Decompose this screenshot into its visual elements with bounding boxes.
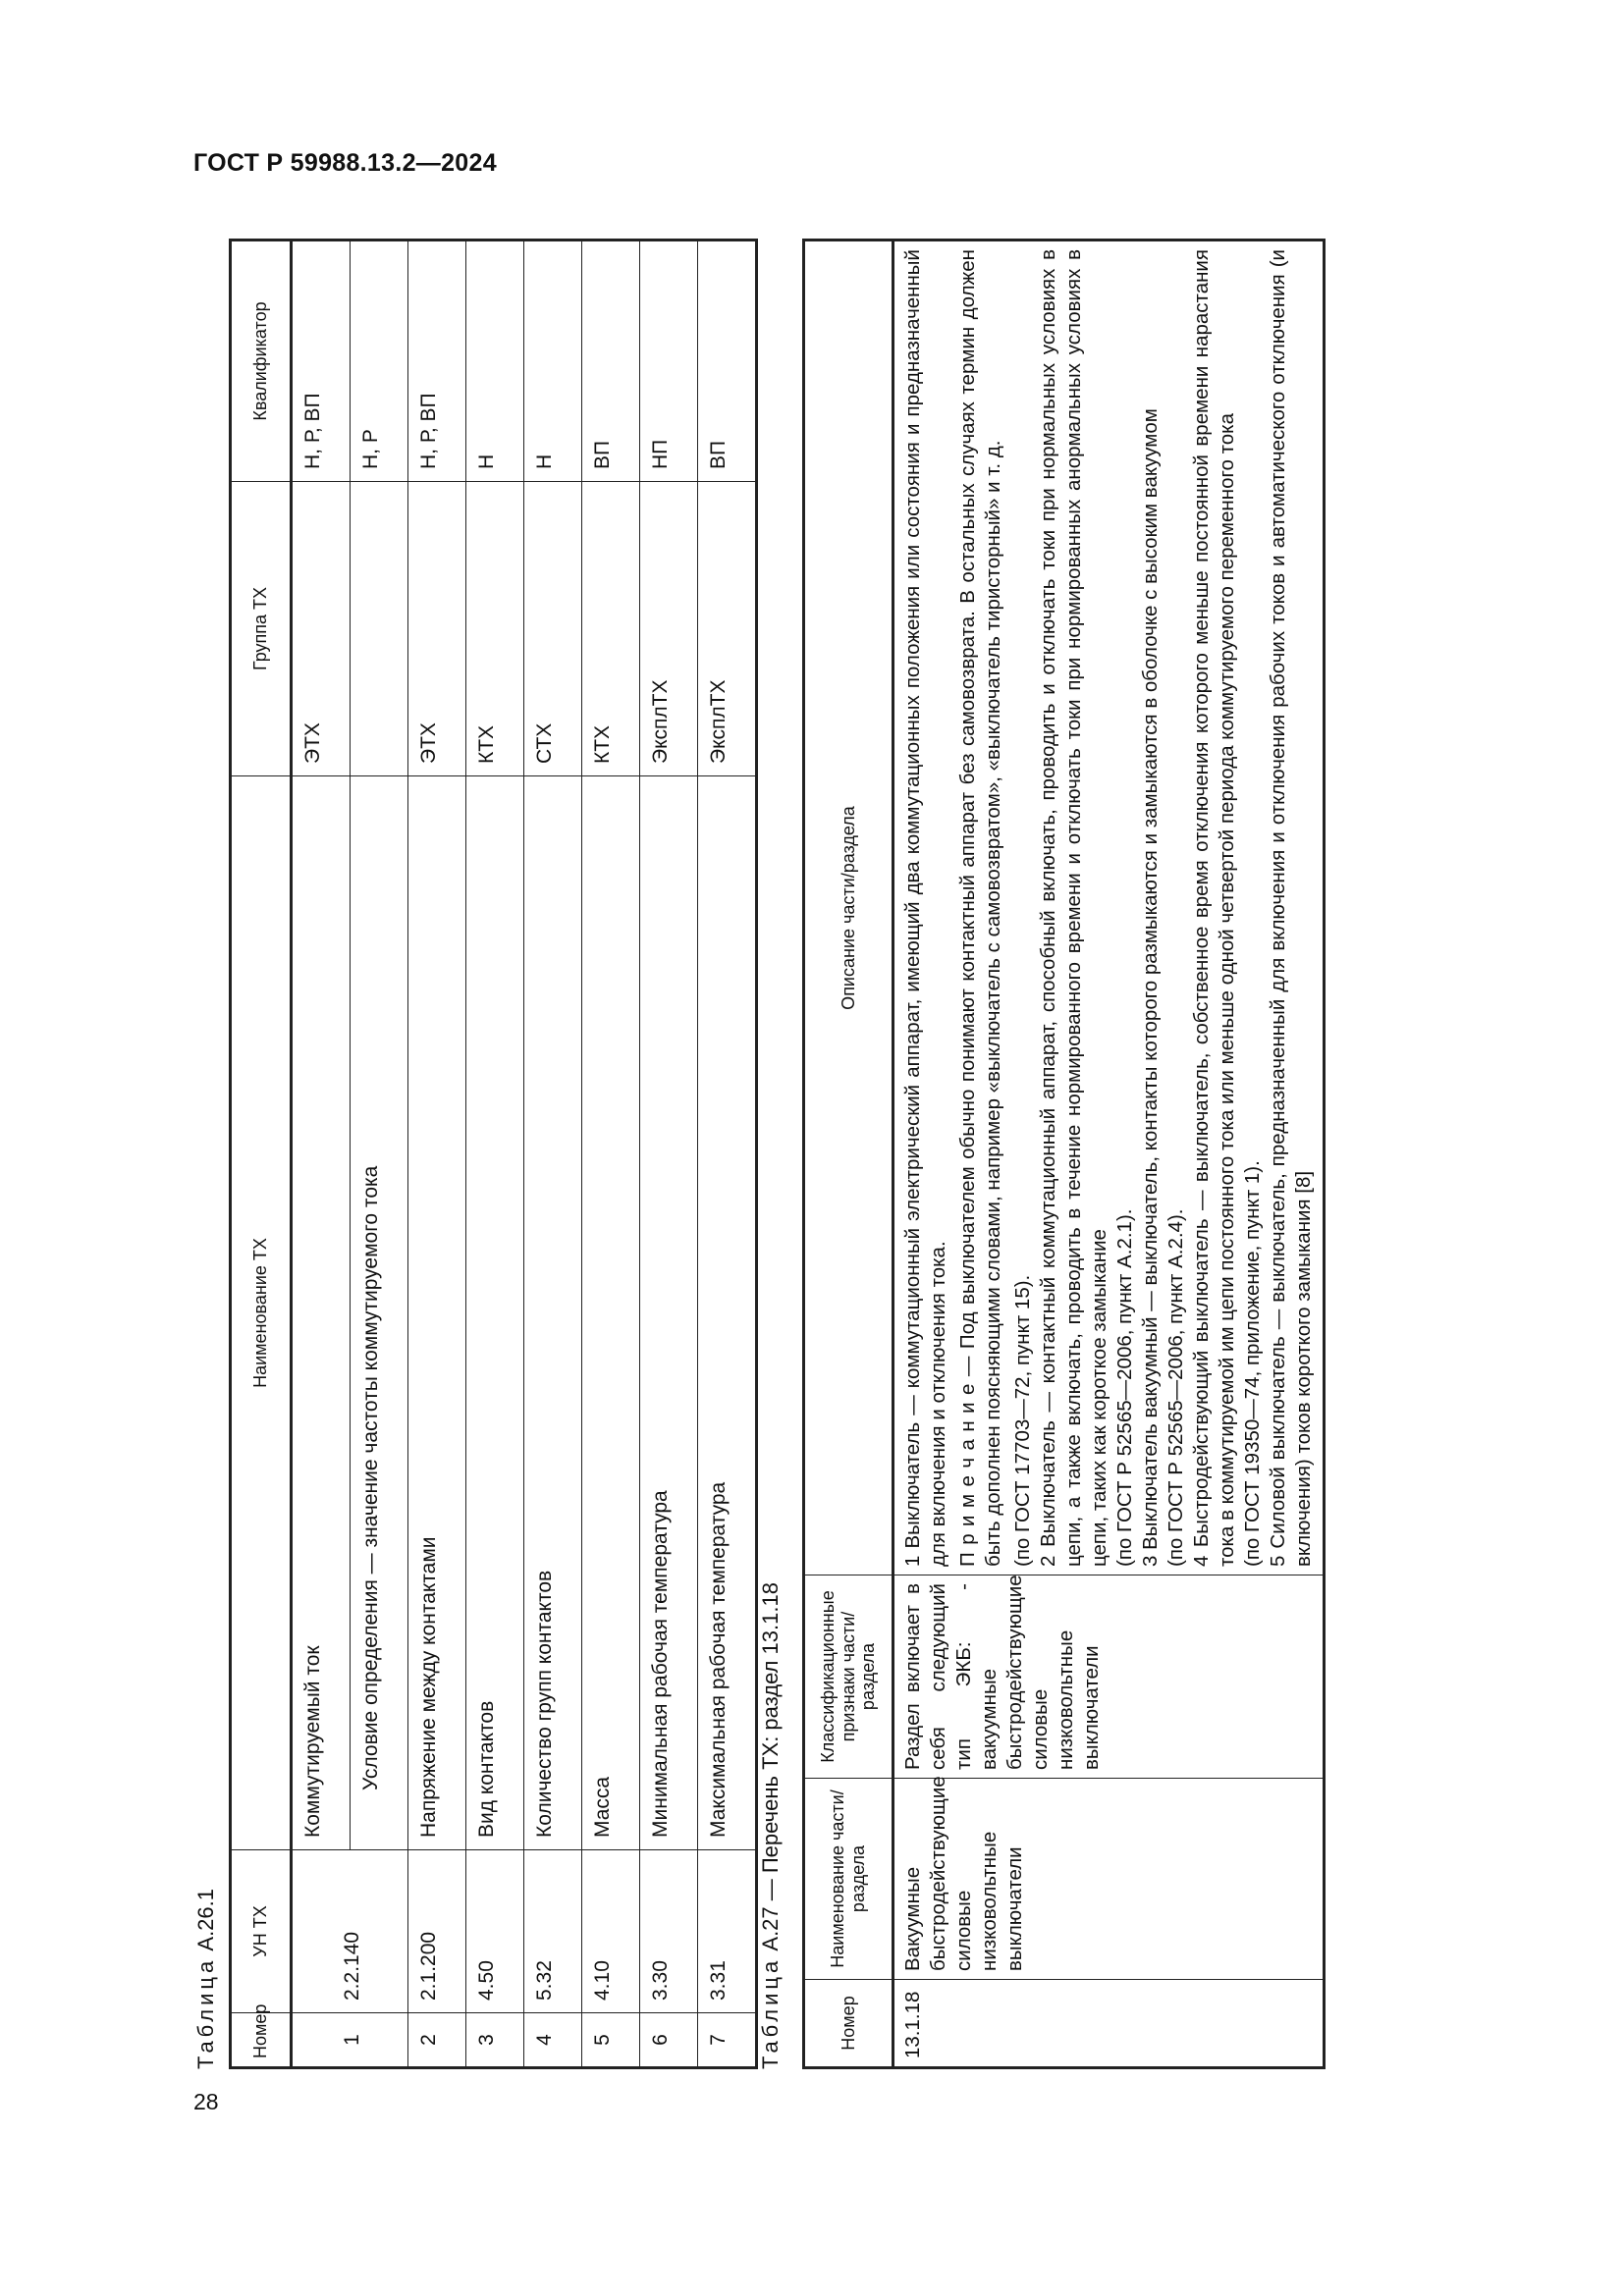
table-row xyxy=(698,240,757,2068)
column-header: Номер xyxy=(804,1980,893,2068)
column-header: Квалификатор xyxy=(231,240,292,482)
cell-number: 2 xyxy=(408,2013,466,2068)
column-header: УН ТХ xyxy=(231,1850,292,2013)
cell-number: 1 xyxy=(292,2013,408,2068)
desc-paragraph: (по ГОСТ Р 52565—2006, пункт А.2.1). xyxy=(1113,1208,1136,1567)
cell-description xyxy=(893,240,1325,1575)
cell-code: 2.2.140 xyxy=(292,1850,408,2013)
cell-number: 4 xyxy=(524,2013,582,2068)
desc-paragraph: (по ГОСТ 17703—72, пункт 15). xyxy=(1011,1274,1034,1567)
cell-name: Вакуумные быстродействующие силовые низковольтные выключатели xyxy=(893,1779,1325,1980)
cell-group: ЭксплТХ xyxy=(640,482,698,776)
page-number: 28 xyxy=(193,2089,219,2114)
table-a27 xyxy=(802,239,1326,2069)
desc-paragraph: (по ГОСТ Р 52565—2006, пункт А.2.4). xyxy=(1164,1208,1187,1567)
cell-name: Условие определения — значение частоты коммутируемого тока xyxy=(351,776,408,1850)
cell-name: Минимальная рабочая температура xyxy=(640,776,698,1850)
cell-qualifier: Н xyxy=(524,240,582,482)
table-row xyxy=(640,240,698,2068)
column-header: Наименование части/раздела xyxy=(804,1779,893,1980)
cell-qualifier: ВП xyxy=(582,240,640,482)
cell-number: 5 xyxy=(582,2013,640,2068)
cell-group: ЭТХ xyxy=(408,482,466,776)
document-header: ГОСТ Р 59988.13.2—2024 xyxy=(193,149,497,177)
cell-code: 5.32 xyxy=(524,1850,582,2013)
cell-code: 4.10 xyxy=(582,1850,640,2013)
cell-group: КТХ xyxy=(466,482,524,776)
table-row xyxy=(408,240,466,2068)
desc-note: П р и м е ч а н и е — Под выключателем обычно понимают контактный аппарат без самовозврата. В остальных случаях термин должен быть дополнен поясняющими словами, например «выключатель с самовозвратом», «выключатель тиристорный» и т. д. xyxy=(956,249,1004,1567)
cell-qualifier: Н, Р, ВП xyxy=(408,240,466,482)
desc-paragraph: 1 Выключатель — коммутационный электрический аппарат, имеющий два коммутационных положения или состояния и предназначенный для включения и отключения тока. xyxy=(901,249,949,1567)
cell-qualifier: НП xyxy=(640,240,698,482)
table-header-row xyxy=(231,240,292,2068)
cell-number: 7 xyxy=(698,2013,757,2068)
table-row xyxy=(466,240,524,2068)
cell-code: 3.31 xyxy=(698,1850,757,2013)
cell-name: Напряжение между контактами xyxy=(408,776,466,1850)
cell-classification: Раздел включает в себя следующий тип ЭКБ: - вакуумные быстродействующие силовые низковольтные выключатели xyxy=(893,1575,1325,1779)
cell-qualifier: Н, Р xyxy=(351,240,408,482)
cell-name: Коммутируемый ток xyxy=(292,776,351,1850)
cell-group: ЭксплТХ xyxy=(698,482,757,776)
column-header: Описание части/раздела xyxy=(804,240,893,1575)
table-row xyxy=(292,240,351,2068)
cell-name: Вид контактов xyxy=(466,776,524,1850)
cell-group: СТХ xyxy=(524,482,582,776)
cell-code: 3.30 xyxy=(640,1850,698,2013)
table-header-row xyxy=(804,240,893,2068)
cell-qualifier: ВП xyxy=(698,240,757,482)
cell-name: Максимальная рабочая температура xyxy=(698,776,757,1850)
cell-number: 13.1.18 xyxy=(893,1980,1325,2068)
desc-paragraph: 2 Выключатель — контактный коммутационный аппарат, способный включать, проводить и отключать токи при нормальных условиях в цепи, а также включать, проводить в течение нормированного времени и отключать токи при нормированных анормальных условиях в цепи, таких как короткое замыкание xyxy=(1037,249,1110,1567)
cell-name: Масса xyxy=(582,776,640,1850)
column-header: Группа ТХ xyxy=(231,482,292,776)
cell-number: 6 xyxy=(640,2013,698,2068)
cell-code: 2.1.200 xyxy=(408,1850,466,2013)
desc-paragraph: 3 Выключатель вакуумный — выключатель, контакты которого размыкаются и замыкаются в оболочке с высоким вакуумом xyxy=(1139,408,1162,1567)
cell-code: 4.50 xyxy=(466,1850,524,2013)
cell-qualifier: Н, Р, ВП xyxy=(292,240,351,482)
cell-qualifier: Н xyxy=(466,240,524,482)
table-a26-caption: Таблица А.26.1 xyxy=(193,1889,218,2069)
cell-number: 3 xyxy=(466,2013,524,2068)
column-header: Номер xyxy=(231,2013,292,2068)
column-header: Наименование ТХ xyxy=(231,776,292,1850)
cell-group: КТХ xyxy=(582,482,640,776)
desc-paragraph: (по ГОСТ 19350—74, приложение, пункт 1). xyxy=(1241,1160,1264,1567)
table-row xyxy=(582,240,640,2068)
cell-name: Количество групп контактов xyxy=(524,776,582,1850)
table-row xyxy=(524,240,582,2068)
cell-group: ЭТХ xyxy=(292,482,351,776)
table-row xyxy=(893,240,1325,2068)
table-row xyxy=(351,240,408,2068)
cell-group xyxy=(351,482,408,776)
table-a27-caption: Таблица А.27 — Перечень ТХ: раздел 13.1.18 xyxy=(758,1582,783,2069)
column-header: Классификационные признаки части/раздела xyxy=(804,1575,893,1779)
desc-paragraph: 5 Силовой выключатель — выключатель, предназначенный для включения и отключения рабочих токов и автоматического отключения (и включения) токов короткого замыкания [8] xyxy=(1267,249,1315,1567)
desc-paragraph: 4 Быстродействующий выключатель — выключатель, собственное время отключения которого меньше постоянной времени нарастания тока в коммутируемой им цепи постоянного тока или меньше одной четвертой периода коммутируемого переменного тока xyxy=(1190,249,1238,1567)
table-a26 xyxy=(229,239,758,2069)
